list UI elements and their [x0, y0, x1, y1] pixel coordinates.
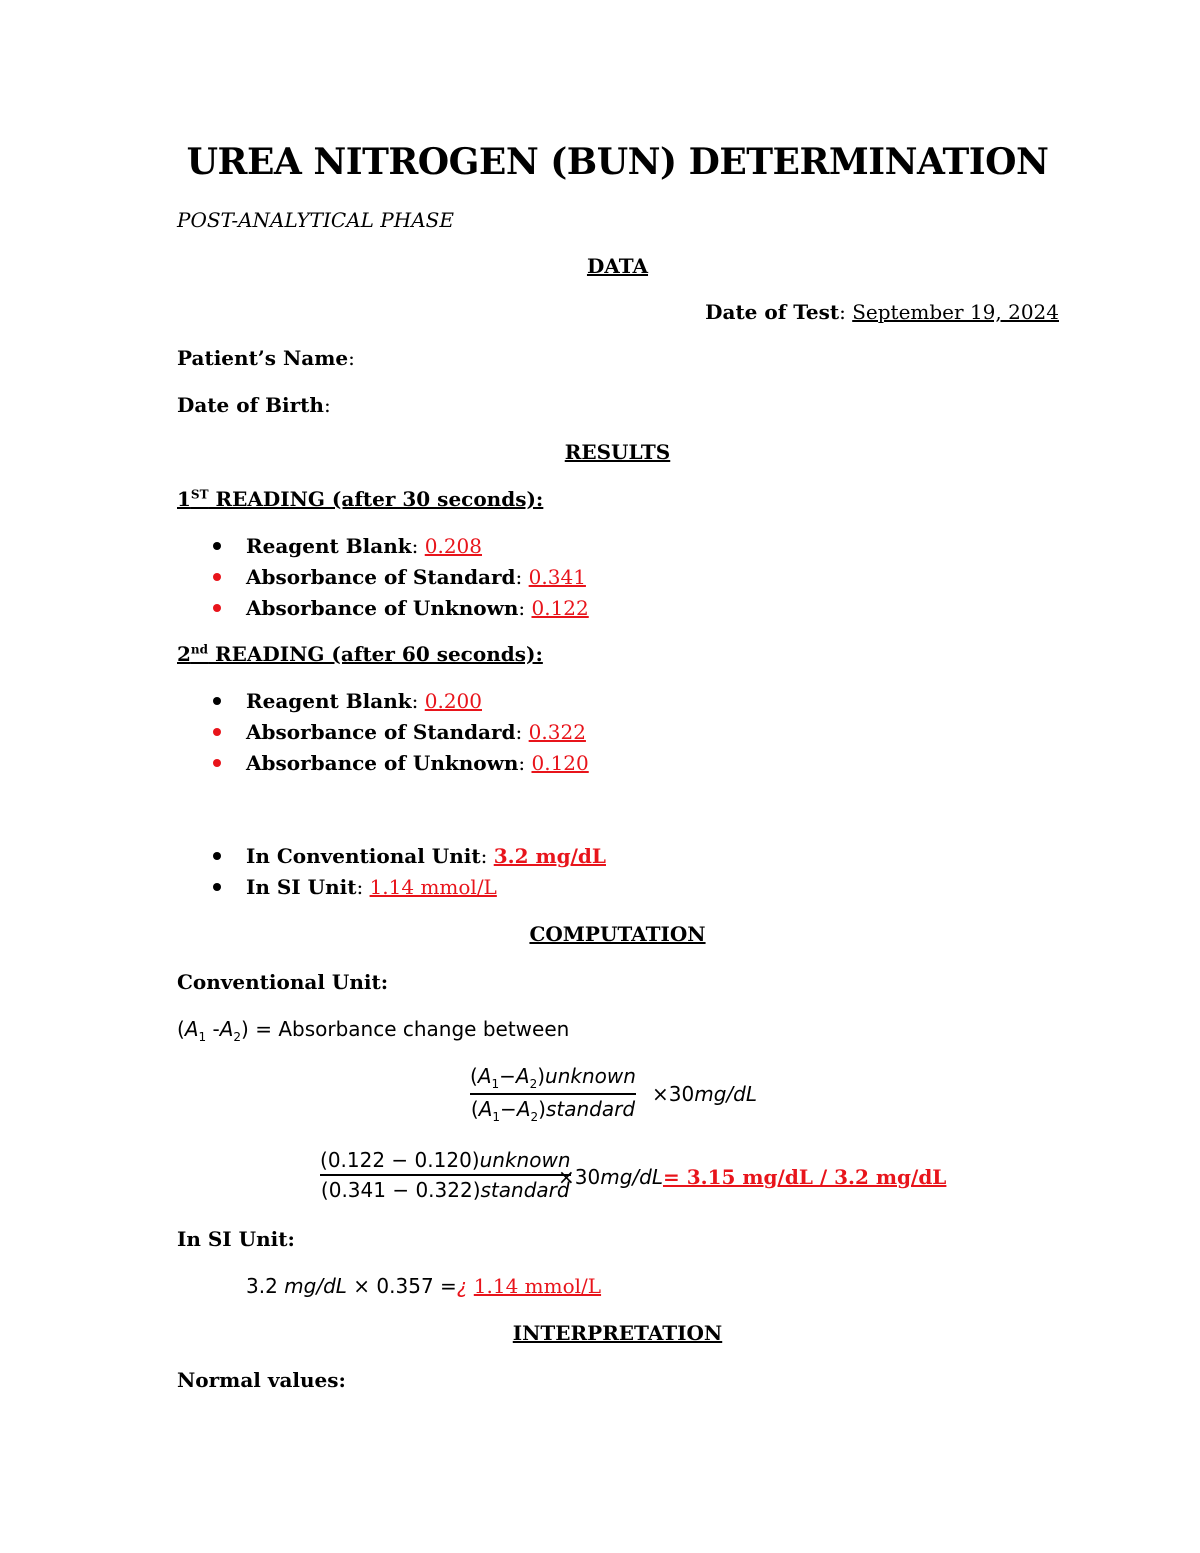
si-factor: × 0.357 =	[353, 1274, 457, 1298]
bullet-icon	[213, 728, 221, 736]
sub-result: = 3.15 mg/dL / 3.2 mg/dL	[662, 1165, 947, 1189]
reading2-sup: nd	[190, 642, 209, 657]
data-heading: DATA	[586, 254, 649, 278]
reading1-heading	[177, 487, 543, 511]
sub-den-values: 0.341 − 0.322	[328, 1177, 473, 1202]
bullet-icon	[213, 883, 221, 891]
item-value: 0.120	[531, 751, 589, 775]
bullet-icon	[213, 852, 221, 860]
si-result: In SI Unit: 1.14 mmol/L	[246, 875, 497, 899]
si-result: 1.14 mmol/L	[473, 1274, 602, 1298]
reading2-item: Absorbance of Unknown: 0.120	[246, 751, 589, 775]
si-formula	[246, 1274, 601, 1298]
reading1-sup: ST	[190, 487, 209, 502]
sub-unit: mg/dL	[600, 1165, 663, 1189]
formula-unit: mg/dL	[694, 1082, 757, 1106]
item-label: In SI Unit	[246, 875, 357, 899]
document-title: UREA NITROGEN (BUN) DETERMINATION	[186, 141, 1049, 183]
reading1-item: Absorbance of Standard: 0.341	[246, 565, 586, 589]
item-label: Absorbance of Unknown	[246, 596, 519, 620]
item-value: 0.341	[528, 565, 586, 589]
patient-name-label: Patient’s Name	[177, 346, 349, 370]
reading2-prefix: 2	[177, 642, 191, 666]
formula-multiplier-text: ×30	[652, 1082, 695, 1106]
item-value: 1.14 mmol/L	[369, 875, 497, 899]
reading2-item: Absorbance of Standard: 0.322	[246, 720, 586, 744]
item-value: 0.200	[424, 689, 482, 713]
date-of-test-label: Date of Test	[705, 300, 840, 324]
absorbance-definition: ($A_1$ $-A_2$) = Absorbance change between	[177, 1017, 570, 1044]
item-value: 0.208	[424, 534, 482, 558]
formula-numerator: unknown	[545, 1064, 636, 1088]
formula-fraction: $(A_1-A_2)unknown$ $(A_1-A_2)standard$	[470, 1064, 636, 1124]
bullet-icon	[213, 697, 221, 705]
si-unit-label: In SI Unit:	[177, 1227, 295, 1251]
item-label: Reagent Blank	[246, 534, 412, 558]
item-label: Absorbance of Unknown	[246, 751, 519, 775]
reading1-item: Reagent Blank: 0.208	[246, 534, 482, 558]
formula-multiplier	[652, 1082, 757, 1106]
bullet-icon	[213, 759, 221, 767]
si-glyph: ¿	[456, 1274, 468, 1298]
item-label: Reagent Blank	[246, 689, 412, 713]
item-value: 0.322	[528, 720, 586, 744]
reading2-heading	[177, 642, 543, 666]
item-value: 3.2 mg/dL	[493, 844, 606, 868]
si-unit: mg/dL	[284, 1274, 347, 1298]
conventional-result: In Conventional Unit: 3.2 mg/dL	[246, 844, 606, 868]
sub-num-values: 0.122 − 0.120	[327, 1148, 472, 1172]
interpretation-heading: INTERPRETATION	[512, 1321, 723, 1345]
conventional-unit-label: Conventional Unit:	[177, 970, 389, 994]
reading2-suffix: READING (after 60 seconds):	[208, 642, 543, 666]
results-heading: RESULTS	[564, 440, 671, 464]
patient-name-row: Patient’s Name:	[177, 346, 355, 370]
si-value: 3.2	[246, 1274, 278, 1298]
reading1-item: Absorbance of Unknown: 0.122	[246, 596, 589, 620]
normal-values-label: Normal values:	[177, 1368, 346, 1392]
bullet-icon	[213, 542, 221, 550]
document-subtitle: POST-ANALYTICAL PHASE	[177, 208, 454, 232]
substituted-fraction: (0.122 − 0.120)unknown (0.341 − 0.322)standard	[320, 1148, 571, 1202]
computation-heading: COMPUTATION	[529, 922, 706, 946]
item-label: Absorbance of Standard	[246, 565, 516, 589]
reading1-prefix: 1	[177, 487, 191, 511]
date-of-birth-label: Date of Birth	[177, 393, 324, 417]
bullet-icon	[213, 573, 221, 581]
bullet-icon	[213, 604, 221, 612]
absorbance-def-text: = Absorbance change between	[255, 1017, 570, 1041]
substituted-multiplier	[558, 1165, 946, 1189]
reading1-suffix: READING (after 30 seconds):	[208, 487, 544, 511]
item-label: Absorbance of Standard	[246, 720, 516, 744]
formula-denominator: standard	[545, 1096, 636, 1121]
sub-numerator: unknown	[479, 1148, 571, 1172]
date-of-birth-row: Date of Birth:	[177, 393, 331, 417]
item-label: In Conventional Unit	[246, 844, 481, 868]
sub-denominator: standard	[480, 1177, 570, 1202]
date-of-test-row: Date of Test: September 19, 2024	[705, 300, 1059, 324]
item-value: 0.122	[531, 596, 589, 620]
date-of-test-value: September 19, 2024	[852, 300, 1059, 324]
sub-multiplier-text: ×30	[558, 1165, 601, 1189]
reading2-item: Reagent Blank: 0.200	[246, 689, 482, 713]
